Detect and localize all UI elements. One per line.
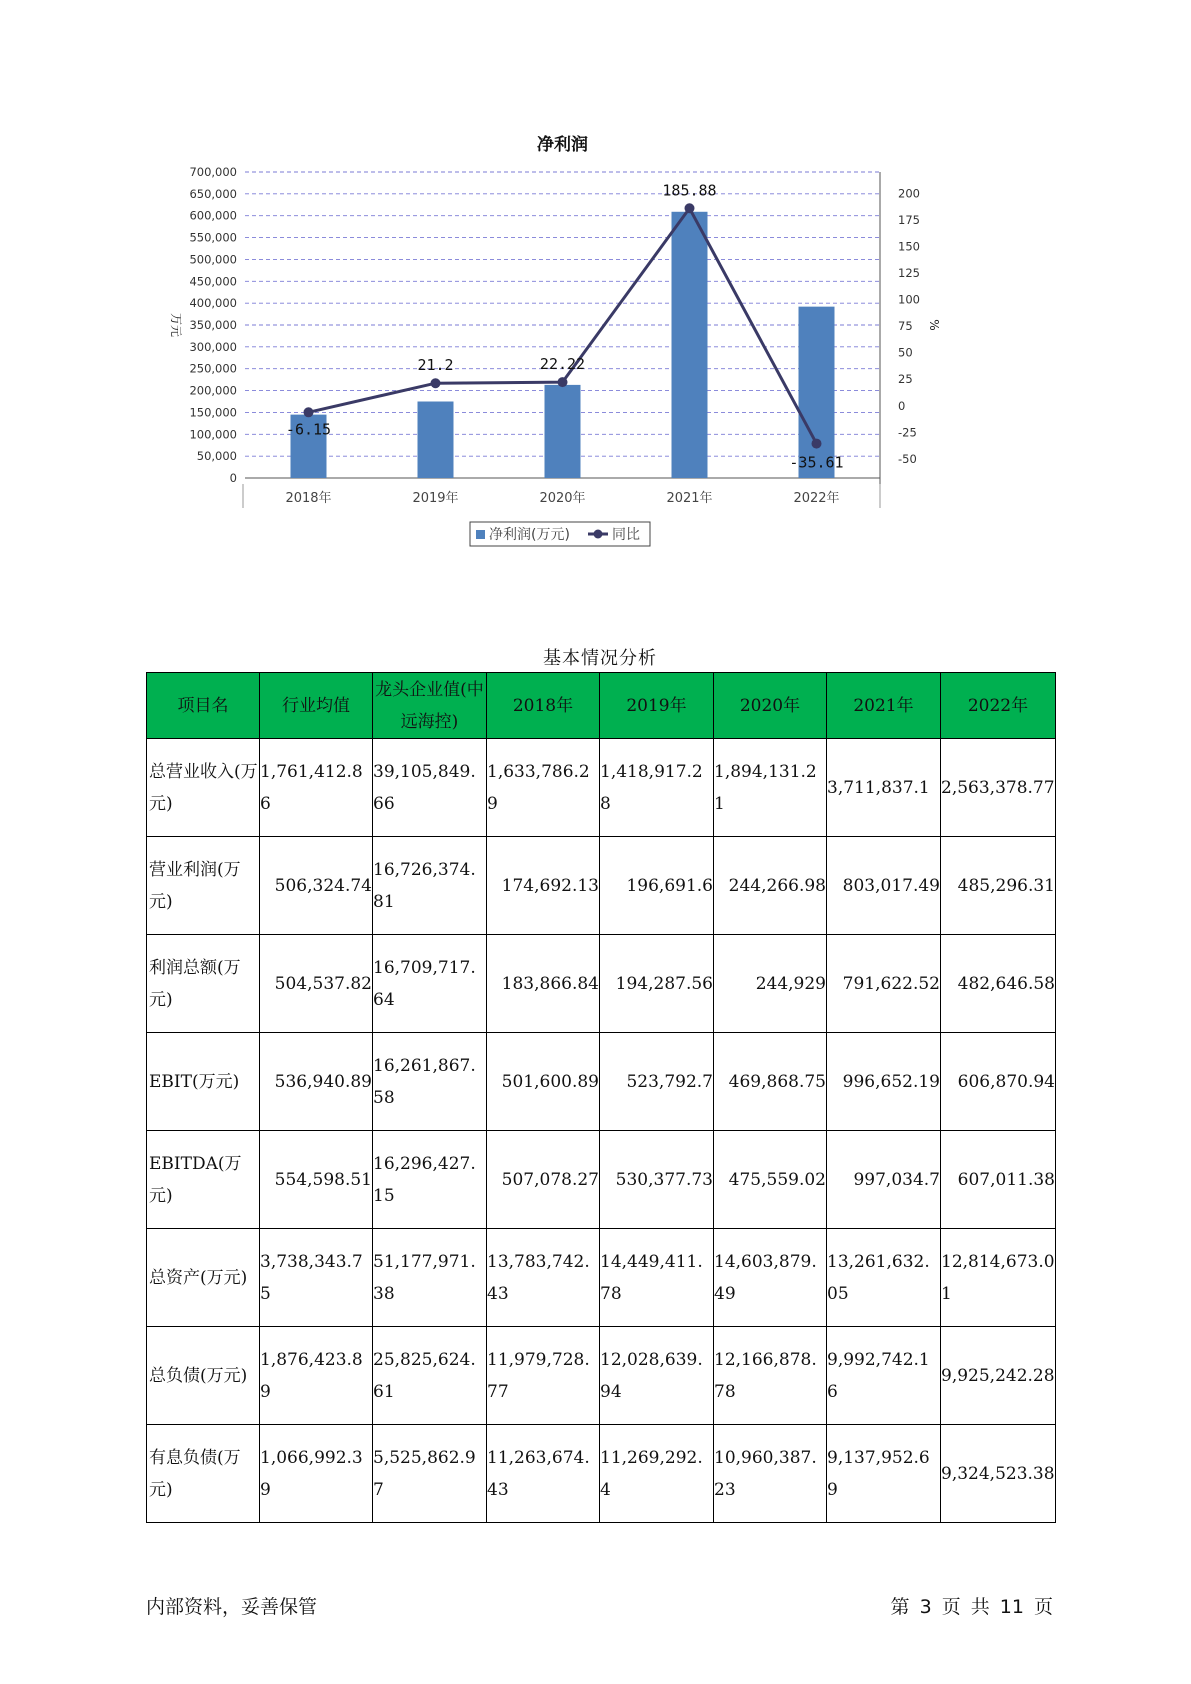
left-tick-label: 450,000 [189,274,237,289]
bar-2020年 [545,385,581,478]
table-cell: 11,979,728.77 [487,1327,600,1425]
footer-page-number: 第 3 页 共 11 页 [890,1596,1053,1618]
table-cell: 1,894,131.21 [714,739,827,837]
table-cell: 2,563,378.77 [941,739,1056,837]
table-row [147,837,1056,935]
x-tick-label: 2020年 [539,491,586,506]
row-label: 有息负债(万元) [147,1425,260,1523]
right-tick-label: 175 [898,212,920,227]
table-cell: 1,633,786.29 [487,739,600,837]
row-label: EBITDA(万元) [147,1131,260,1229]
right-tick-label: 75 [898,319,913,334]
table-cell: 13,261,632.05 [827,1229,941,1327]
table-cell: 791,622.52 [827,935,941,1033]
x-tick-label: 2022年 [793,491,840,506]
table-row [147,1327,1056,1425]
yoy-point [685,203,695,213]
left-tick-label: 200,000 [189,383,237,398]
table-caption: 基本情况分析 [543,648,657,669]
table-cell: 9,324,523.38 [941,1425,1056,1523]
table-row [147,1033,1056,1131]
left-axis-label: 万元 [169,312,183,338]
table-cell: 996,652.19 [827,1033,941,1131]
table-cell: 3,711,837.1 [827,739,941,837]
table-cell: 196,691.6 [600,837,714,935]
bar-2019年 [418,402,454,479]
table-cell: 16,726,374.81 [373,837,487,935]
left-tick-label: 700,000 [189,165,237,179]
table-cell: 3,738,343.75 [260,1229,373,1327]
table-cell: 244,266.98 [714,837,827,935]
table-cell: 482,646.58 [941,935,1056,1033]
table-cell: 607,011.38 [941,1131,1056,1229]
table-cell: 606,870.94 [941,1033,1056,1131]
header-cell: 2018年 [487,673,600,739]
basic-analysis-table [146,672,1056,1523]
table-cell: 14,603,879.49 [714,1229,827,1327]
table-cell: 469,868.75 [714,1033,827,1131]
table-cell: 51,177,971.38 [373,1229,487,1327]
header-cell: 2019年 [600,673,714,739]
header-cell: 2020年 [714,673,827,739]
table-cell: 9,925,242.28 [941,1327,1056,1425]
right-tick-label: 0 [898,398,906,413]
right-tick-label: 200 [898,186,920,201]
table-cell: 174,692.13 [487,837,600,935]
left-tick-label: 50,000 [196,449,237,464]
table-row [147,1425,1056,1523]
left-tick-label: 300,000 [189,339,237,354]
row-label: 总营业收入(万元) [147,739,260,837]
legend-line-marker [594,530,603,539]
bar-2021年 [672,212,708,478]
table-cell: 501,600.89 [487,1033,600,1131]
yoy-point [558,377,568,387]
table-cell: 523,792.7 [600,1033,714,1131]
table-cell: 183,866.84 [487,935,600,1033]
row-label: EBIT(万元) [147,1033,260,1131]
right-tick-label: 100 [898,292,920,307]
yoy-point [431,378,441,388]
table-cell: 1,761,412.86 [260,739,373,837]
header-cell: 行业均值 [260,673,373,739]
table-cell: 5,525,862.97 [373,1425,487,1523]
table-cell: 504,537.82 [260,935,373,1033]
table-cell: 25,825,624.61 [373,1327,487,1425]
left-tick-label: 550,000 [189,230,237,245]
table-cell: 39,105,849.66 [373,739,487,837]
left-tick-label: 150,000 [189,405,237,420]
row-label: 总负债(万元) [147,1327,260,1425]
table-cell: 10,960,387.23 [714,1425,827,1523]
table-cell: 244,929 [714,935,827,1033]
yoy-data-label: -35.61 [789,453,844,472]
header-cell: 2022年 [941,673,1056,739]
left-tick-label: 100,000 [189,427,237,442]
table-cell: 14,449,411.78 [600,1229,714,1327]
legend-line-label: 同比 [612,527,640,543]
header-cell: 2021年 [827,673,941,739]
table-cell: 12,814,673.01 [941,1229,1056,1327]
yoy-point [812,439,822,449]
chart-canvas [150,130,1030,600]
right-tick-label: 150 [898,239,920,254]
left-tick-label: 400,000 [189,296,237,311]
table-cell: 536,940.89 [260,1033,373,1131]
row-label: 利润总额(万元) [147,935,260,1033]
row-label: 总资产(万元) [147,1229,260,1327]
table-cell: 506,324.74 [260,837,373,935]
table-cell: 507,078.27 [487,1131,600,1229]
table-cell: 11,263,674.43 [487,1425,600,1523]
table-row [147,935,1056,1033]
header-cell: 项目名 [147,673,260,739]
table-cell: 16,261,867.58 [373,1033,487,1131]
table-row [147,739,1056,837]
table-cell: 13,783,742.43 [487,1229,600,1327]
table-cell: 11,269,292.4 [600,1425,714,1523]
table-cell: 12,028,639.94 [600,1327,714,1425]
table-cell: 475,559.02 [714,1131,827,1229]
table-cell: 16,709,717.64 [373,935,487,1033]
table-cell: 997,034.7 [827,1131,941,1229]
table-cell: 194,287.56 [600,935,714,1033]
right-axis-label: % [927,319,941,331]
chart-title: 净利润 [537,135,588,155]
right-tick-label: -50 [898,451,917,466]
legend-bar-swatch [476,530,485,539]
table-cell: 1,876,423.89 [260,1327,373,1425]
table-cell: 554,598.51 [260,1131,373,1229]
right-tick-label: 125 [898,265,920,280]
table-cell: 530,377.73 [600,1131,714,1229]
table-row [147,1131,1056,1229]
right-tick-label: -25 [898,425,917,440]
yoy-data-label: 21.2 [417,356,454,375]
left-tick-label: 500,000 [189,252,237,267]
yoy-data-label: -6.15 [285,420,332,439]
table-cell: 12,166,878.78 [714,1327,827,1425]
header-cell: 龙头企业值(中远海控) [373,673,487,739]
x-tick-label: 2018年 [285,491,332,506]
x-tick-label: 2019年 [412,491,459,506]
table-cell: 1,066,992.39 [260,1425,373,1523]
yoy-point [304,407,314,417]
table-cell: 485,296.31 [941,837,1056,935]
right-tick-label: 25 [898,372,913,387]
row-label: 营业利润(万元) [147,837,260,935]
left-tick-label: 600,000 [189,208,237,223]
left-tick-label: 350,000 [189,318,237,332]
yoy-data-label: 22.22 [539,355,586,374]
table-cell: 1,418,917.28 [600,739,714,837]
left-tick-label: 650,000 [189,186,237,201]
right-tick-label: 50 [898,345,913,360]
table-cell: 9,992,742.16 [827,1327,941,1425]
table-cell: 16,296,427.15 [373,1131,487,1229]
left-tick-label: 250,000 [189,361,237,376]
x-tick-label: 2021年 [666,491,713,506]
table-row [147,1229,1056,1327]
footer-confidential: 内部资料，妥善保管 [146,1596,318,1618]
bar-2022年 [799,307,835,478]
yoy-data-label: 185.88 [662,181,717,200]
table-header-row [147,673,1056,739]
legend-bar-label: 净利润(万元) [489,527,570,543]
left-tick-label: 0 [229,471,237,485]
table-cell: 9,137,952.69 [827,1425,941,1523]
net-profit-chart [150,130,1030,600]
table-cell: 803,017.49 [827,837,941,935]
